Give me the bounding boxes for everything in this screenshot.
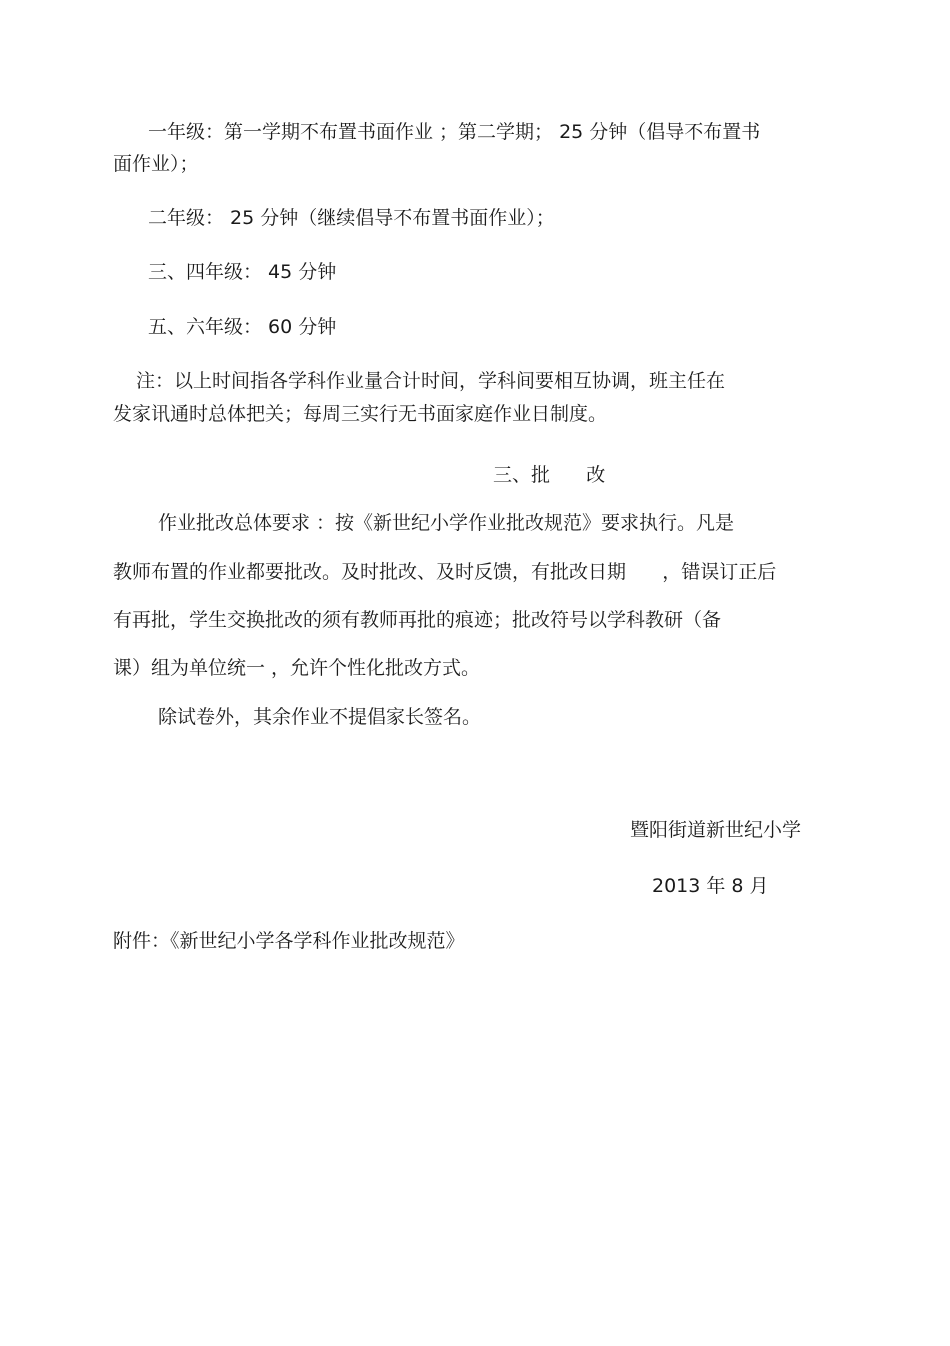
grade56-workload: 五、六年级： 60 分钟 [148,316,337,338]
grading-paragraph-line2: 教师布置的作业都要批改。及时批改、及时反馈，有批改日期 ，错误订正后 [113,561,777,583]
attachment-line: 附件：《新世纪小学各学科作业批改规范》 [113,930,465,952]
grade34-workload: 三、四年级： 45 分钟 [148,261,337,283]
section-heading: 三、批 改 [493,464,606,486]
grade1-workload-line1: 一年级：第一学期不布置书面作业 ；第二学期； 25 分钟（倡导不布置书 [148,121,761,143]
grading-paragraph-line3: 有再批，学生交换批改的须有教师再批的痕迹；批改符号以学科教研（备 [113,609,722,631]
school-signature: 暨阳街道新世纪小学 [630,819,802,841]
grading-paragraph-line4: 课）组为单位统一 ，允许个性化批改方式。 [113,657,481,679]
parent-signature-paragraph: 除试卷外，其余作业不提倡家长签名。 [158,706,482,728]
document-date: 2013 年 8 月 [652,875,769,897]
grade2-workload: 二年级： 25 分钟（继续倡导不布置书面作业）； [148,207,555,229]
note-line1: 注：以上时间指各学科作业量合计时间，学科间要相互协调，班主任在 [136,370,726,392]
note-line2: 发家讯通时总体把关；每周三实行无书面家庭作业日制度。 [113,403,608,425]
grade1-workload-line2: 面作业）； [113,153,199,175]
grading-paragraph-line1: 作业批改总体要求 ：按《新世纪小学作业批改规范》要求执行。凡是 [158,512,735,534]
